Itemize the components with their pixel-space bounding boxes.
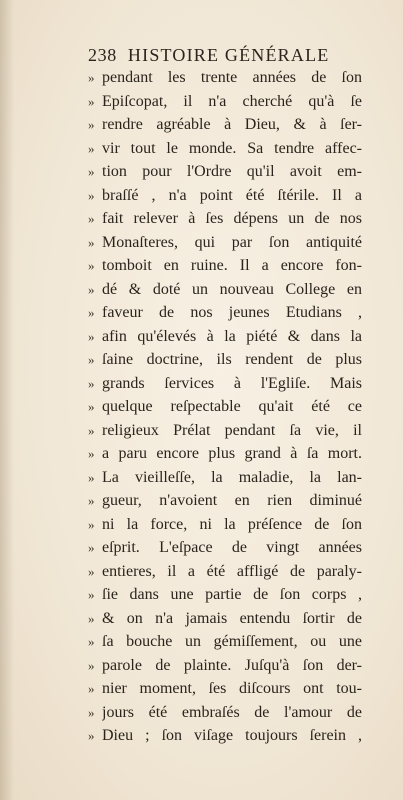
text-line <box>88 348 362 372</box>
line-text: La vieilleſſe, la maladie, la lan- <box>102 468 362 486</box>
text-line <box>88 184 362 208</box>
line-text: & on n'a jamais entendu ſortir de <box>102 609 362 627</box>
text-line <box>88 395 362 419</box>
quotation-mark: » <box>88 258 95 273</box>
quotation-mark: » <box>88 610 95 626</box>
line-text: jours été embraſés de l'amour de <box>102 703 362 721</box>
line-text: religieux Prélat pendant ſa vie, il <box>102 421 362 439</box>
line-text: ſa bouche un gémiſſement, ou une <box>102 633 362 650</box>
line-text: faveur de nos jeunes Etudians , <box>102 304 362 321</box>
quotation-mark: » <box>88 70 95 85</box>
quotation-mark: » <box>88 540 95 555</box>
line-text: dé & doté un nouveau College en <box>102 280 362 298</box>
quotation-mark: » <box>88 634 95 649</box>
text-line <box>88 113 362 137</box>
text-line <box>88 466 362 490</box>
line-text: nier moment, ſes diſcours ont tou- <box>102 680 362 697</box>
text-line <box>88 137 362 161</box>
text-line <box>88 560 362 584</box>
quotation-mark: » <box>88 399 95 414</box>
line-text: Monaſteres, qui par ſon antiquité <box>102 233 362 251</box>
quotation-mark: » <box>88 117 95 132</box>
quotation-mark: » <box>88 704 95 720</box>
text-line <box>88 607 362 631</box>
line-text: fait relever à ſes dépens un de nos <box>102 210 362 227</box>
quotation-mark: » <box>88 352 95 367</box>
text-line <box>88 654 362 678</box>
quotation-mark: » <box>88 469 95 485</box>
page-header <box>88 44 368 66</box>
text-line <box>88 701 362 725</box>
text-line <box>88 160 362 184</box>
quotation-mark: » <box>88 563 95 579</box>
quotation-mark: » <box>88 234 95 250</box>
text-line <box>88 489 362 513</box>
quotation-mark: » <box>88 305 95 320</box>
text-line <box>88 278 362 302</box>
text-line <box>88 536 362 560</box>
text-line <box>88 231 362 255</box>
text-line <box>88 513 362 537</box>
quotation-mark: » <box>88 164 95 179</box>
body-text <box>88 66 362 748</box>
quotation-mark: » <box>88 657 95 673</box>
text-line <box>88 207 362 231</box>
text-line <box>88 419 362 443</box>
line-text: pendant les trente années de ſon <box>102 69 362 86</box>
quotation-mark: » <box>88 187 95 203</box>
line-text: Dieu ; ſon viſage toujours ſerein , <box>102 727 362 744</box>
text-line <box>88 630 362 654</box>
running-title: HISTOIRE GÉNÉRALE <box>127 45 330 65</box>
quotation-mark: » <box>88 516 95 532</box>
text-line <box>88 301 362 325</box>
text-line <box>88 442 362 466</box>
line-text: vir tout le monde. Sa tendre affec- <box>102 139 362 157</box>
gutter-shadow <box>0 0 14 800</box>
line-text: braſſé , n'a point été ſtérile. Il a <box>102 186 362 204</box>
quotation-mark: » <box>88 728 95 743</box>
line-text: quelque reſpectable qu'ait été ce <box>102 398 362 415</box>
line-text: ſie dans une partie de ſon corps , <box>102 586 362 603</box>
line-text: ſaine doctrine, ils rendent de plus <box>102 351 362 368</box>
line-text: grands ſervices à l'Egliſe. Mais <box>102 374 362 392</box>
line-text: parole de plainte. Juſqu'à ſon der- <box>102 656 362 674</box>
line-text: afin qu'élevés à la piété & dans la <box>102 327 362 345</box>
quotation-mark: » <box>88 140 95 156</box>
line-text: entieres, il a été affligé de paraly- <box>102 562 362 580</box>
quotation-mark: » <box>88 493 95 508</box>
line-text: eſprit. L'eſpace de vingt années <box>102 539 362 556</box>
text-line <box>88 325 362 349</box>
quotation-mark: » <box>88 211 95 226</box>
text-line <box>88 66 362 90</box>
line-text: tion pour l'Ordre qu'il avoit em- <box>102 163 362 180</box>
text-line <box>88 90 362 114</box>
line-text: rendre agréable à Dieu, & à ſer- <box>102 116 362 133</box>
line-text: tomboit en ruine. Il a encore fon- <box>102 257 362 274</box>
quotation-mark: » <box>88 93 95 109</box>
line-text: a paru encore plus grand à ſa mort. <box>102 445 362 462</box>
line-text: ni la force, ni la préſence de ſon <box>102 515 362 533</box>
quotation-mark: » <box>88 446 95 461</box>
quotation-mark: » <box>88 281 95 297</box>
page-number: 238 <box>88 45 117 65</box>
quotation-mark: » <box>88 681 95 696</box>
text-line <box>88 677 362 701</box>
line-text: gueur, n'avoient en rien diminué <box>102 492 362 509</box>
text-line <box>88 254 362 278</box>
text-line <box>88 724 362 748</box>
text-line <box>88 372 362 396</box>
quotation-mark: » <box>88 328 95 344</box>
quotation-mark: » <box>88 422 95 438</box>
quotation-mark: » <box>88 587 95 602</box>
text-line <box>88 583 362 607</box>
line-text: Epiſcopat, il n'a cherché qu'à ſe <box>102 92 362 110</box>
quotation-mark: » <box>88 375 95 391</box>
